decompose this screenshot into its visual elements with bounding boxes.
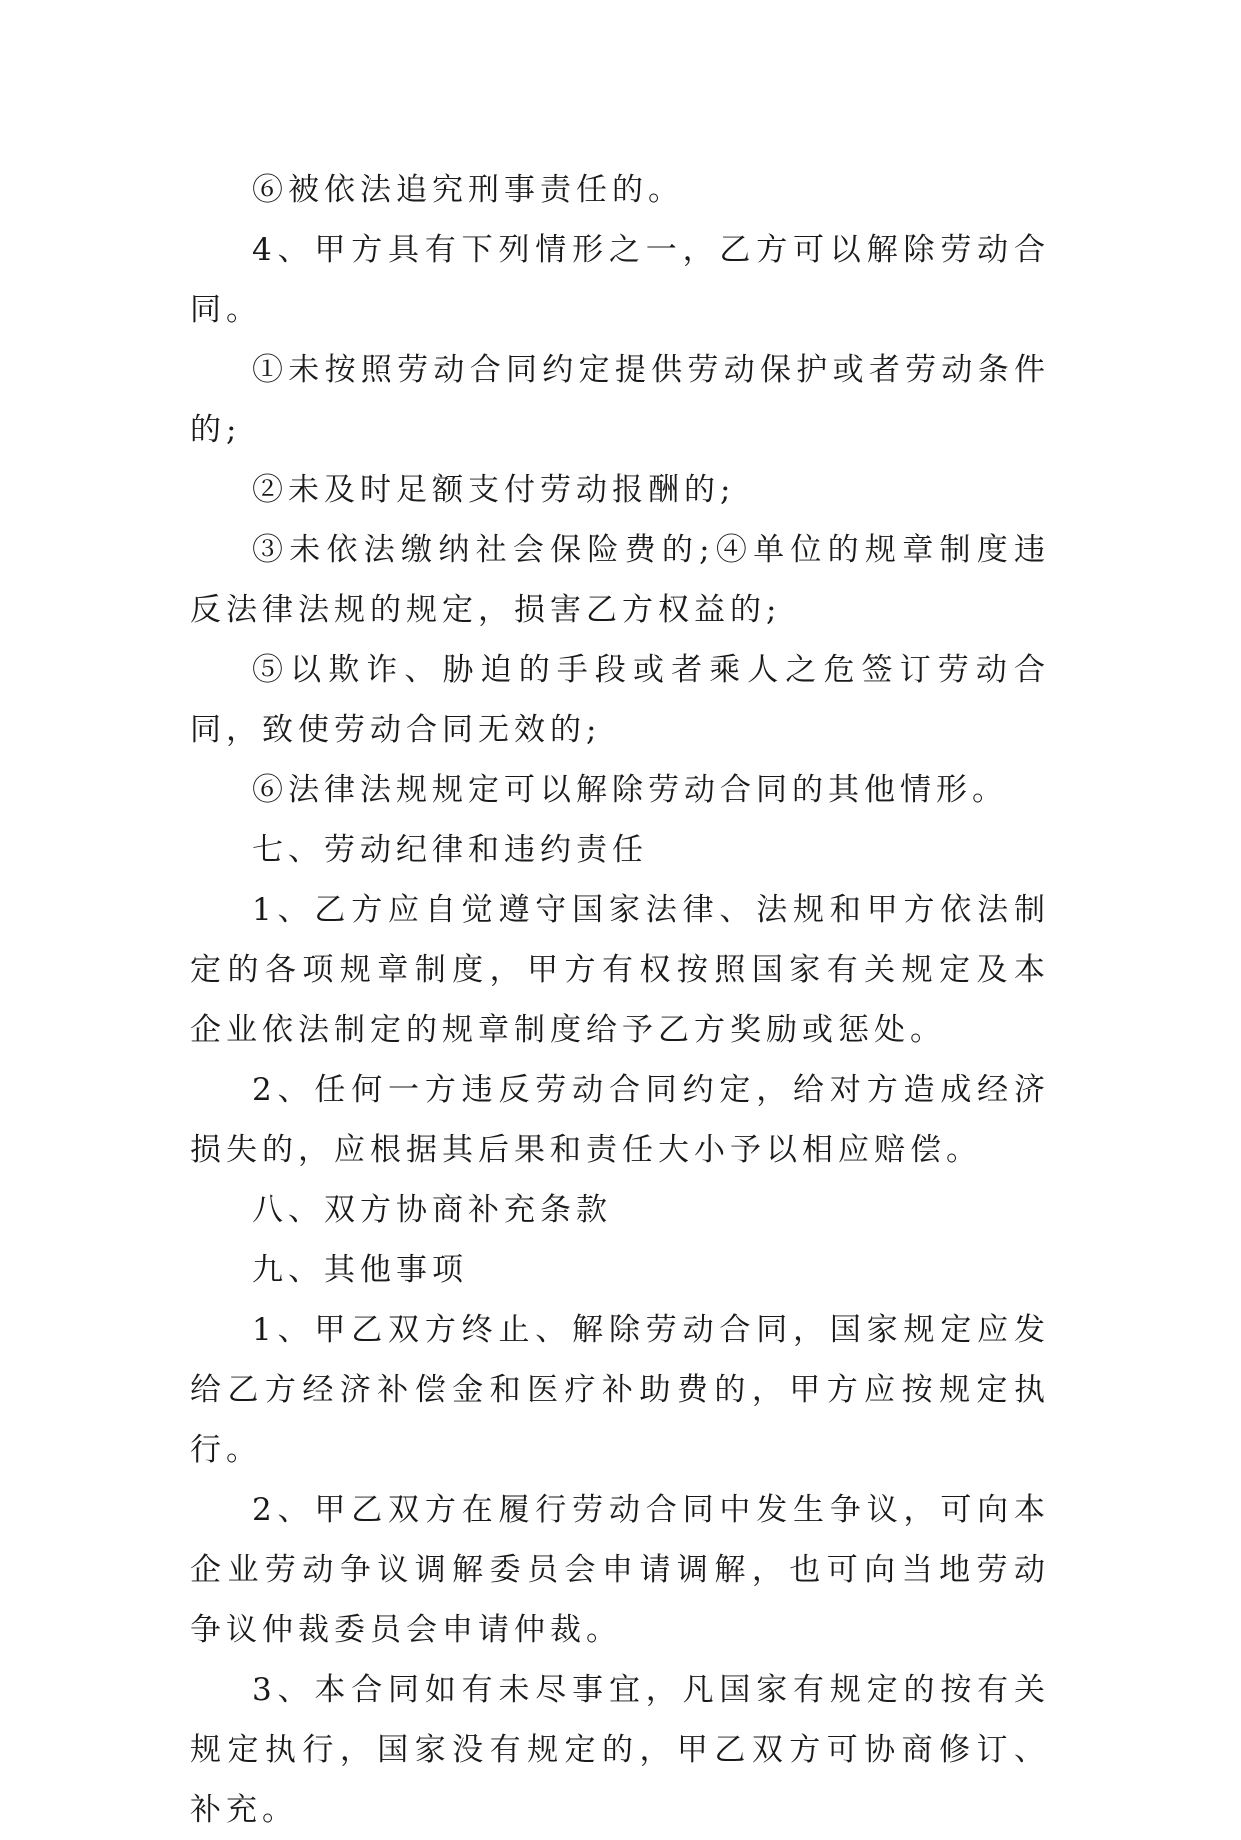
section-heading: 七、劳动纪律和违约责任 xyxy=(252,832,648,868)
paragraph: ⑤以欺诈、胁迫的手段或者乘人之危签订劳动合同，致使劳动合同无效的; xyxy=(190,652,1050,748)
paragraph: 2、任何一方违反劳动合同约定，给对方造成经济损失的，应根据其后果和责任大小予以相应赔偿。 xyxy=(190,1072,1050,1168)
paragraph: 2、甲乙双方在履行劳动合同中发生争议，可向本企业劳动争议调解委员会申请调解，也可向当地劳动争议仲裁委员会申请仲裁。 xyxy=(190,1492,1050,1648)
paragraph: ⑥法律法规规定可以解除劳动合同的其他情形。 xyxy=(252,772,1008,808)
paragraph: ②未及时足额支付劳动报酬的; xyxy=(252,472,736,508)
paragraph: 3、本合同如有未尽事宜，凡国家有规定的按有关规定执行，国家没有规定的，甲乙双方可协商修订、补充。 xyxy=(190,1672,1050,1828)
document-body xyxy=(190,160,1050,1840)
section-heading: 八、双方协商补充条款 xyxy=(252,1192,612,1228)
paragraph: 1、甲乙双方终止、解除劳动合同，国家规定应发给乙方经济补偿金和医疗补助费的，甲方应按规定执行。 xyxy=(190,1312,1050,1468)
paragraph: 1、乙方应自觉遵守国家法律、法规和甲方依法制定的各项规章制度，甲方有权按照国家有关规定及本企业依法制定的规章制度给予乙方奖励或惩处。 xyxy=(190,892,1050,1048)
paragraph: 4、甲方具有下列情形之一，乙方可以解除劳动合同。 xyxy=(190,232,1050,328)
paragraph: ①未按照劳动合同约定提供劳动保护或者劳动条件的; xyxy=(190,352,1050,448)
section-heading: 九、其他事项 xyxy=(252,1252,468,1288)
paragraph: ⑥被依法追究刑事责任的。 xyxy=(252,172,684,208)
paragraph: ③未依法缴纳社会保险费的;④单位的规章制度违反法律法规的规定，损害乙方权益的; xyxy=(190,532,1050,628)
